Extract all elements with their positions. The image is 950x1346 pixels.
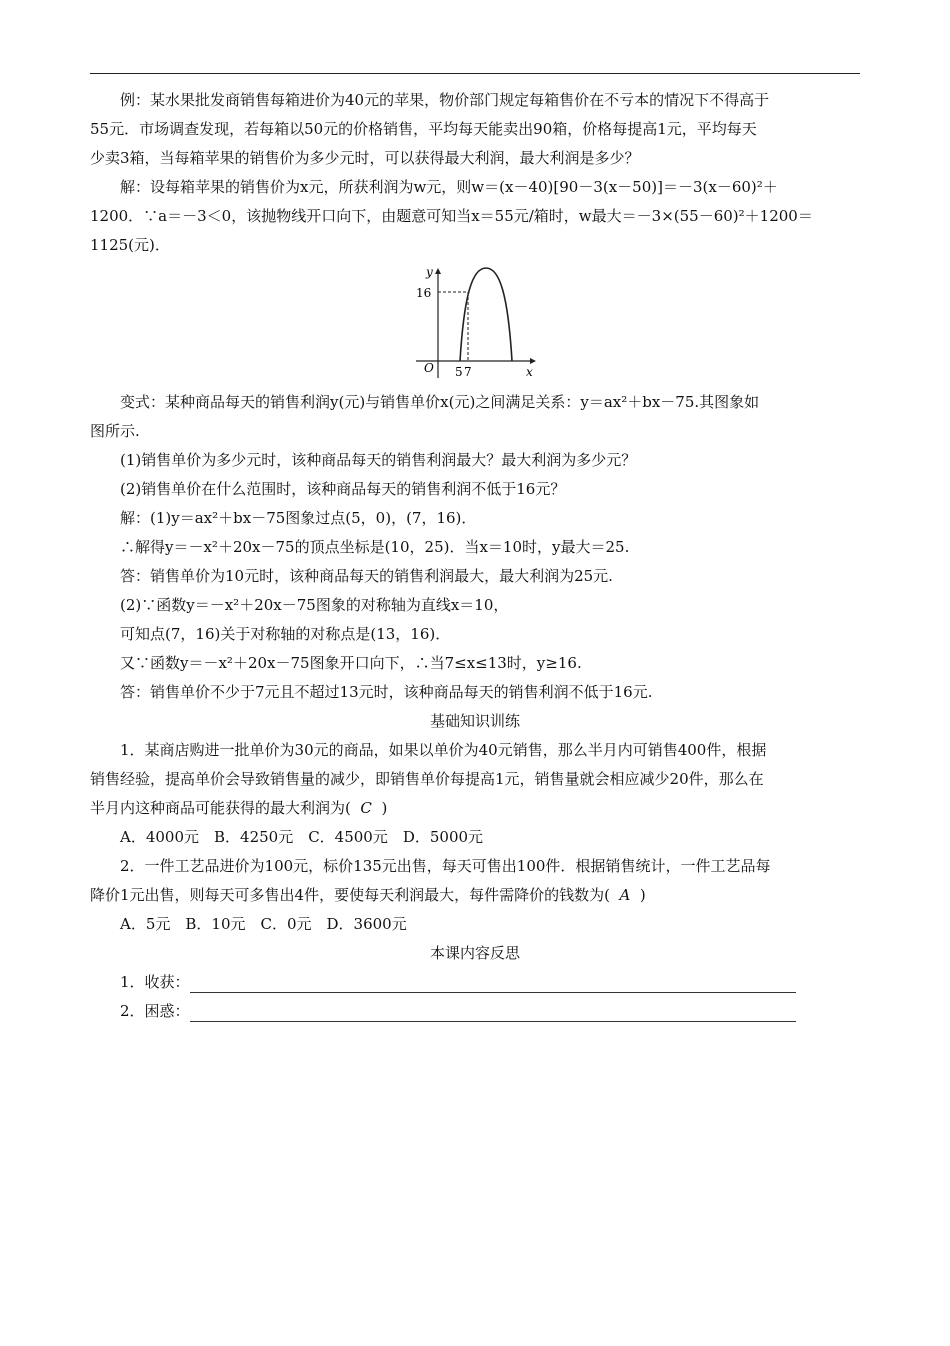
training-q1-line-3: [90, 794, 860, 823]
reflection-heading: 本课内容反思: [429, 944, 520, 962]
training-q2-close-paren: ): [639, 886, 646, 904]
training-q2-line-2: [90, 881, 860, 910]
reflection-gain-label: 1．收获：: [120, 973, 190, 991]
example-line-1: 例：某水果批发商销售每箱进价为40元的苹果，物价部门规定每箱售价在不亏本的情况下不得高于: [120, 91, 770, 109]
parabola-graph: [410, 266, 540, 384]
example-line-3: 少卖3箱，当每箱苹果的销售价为多少元时，可以获得最大利润，最大利润是多少？: [90, 149, 640, 167]
training-q2-answer: A: [619, 886, 631, 904]
training-q2-stem-end: 降价1元出售，则每天可多售出4件，要使每天利润最大，每件需降价的钱数为(: [90, 886, 610, 904]
training-q1-close-paren: ): [381, 799, 388, 817]
training-q2-line-1: 2．一件工艺品进价为100元，标价135元出售，每天可售出100件．根据销售统计，一件工艺品每: [120, 857, 771, 875]
variant-solution-3: 答：销售单价为10元时，该种商品每天的销售利润最大，最大利润为25元.: [120, 567, 613, 585]
variant-question-2: (2)销售单价在什么范围时，该种商品每天的销售利润不低于16元？: [120, 480, 566, 498]
training-q1-line-1: 1．某商店购进一批单价为30元的商品，如果以单价为40元销售，那么半月内可销售400件，根据: [120, 741, 767, 759]
reflection-confusion: [90, 997, 860, 1026]
x-tick-label-5: 5: [455, 365, 463, 379]
example-solution-2: 1200．∵a＝－3＜0，该抛物线开口向下，由题意可知当x＝55元/箱时，w最大＝－3×(55－60)²＋1200＝: [90, 207, 813, 225]
training-q2-options: A．5元 B．10元 C．0元 D．3600元: [120, 915, 407, 933]
reflection-confusion-label: 2．困惑：: [120, 1002, 190, 1020]
variant-question-1: (1)销售单价为多少元时，该种商品每天的销售利润最大？最大利润为多少元？: [120, 451, 637, 469]
document-body: [90, 86, 860, 1026]
training-q1-stem-end: 半月内这种商品可能获得的最大利润为(: [90, 799, 351, 817]
y-tick-label: 16: [416, 286, 432, 300]
variant-line-2: 图所示.: [90, 422, 140, 440]
x-tick-label-7: 7: [464, 365, 472, 379]
example-line-2: 55元．市场调查发现，若每箱以50元的价格销售，平均每天能卖出90箱，价格每提高1元，平均每天: [90, 120, 757, 138]
variant-line-1: 变式：某种商品每天的销售利润y(元)与销售单价x(元)之间满足关系：y＝ax²＋bx－75.其图象如: [120, 393, 760, 411]
x-axis-arrow: [530, 358, 536, 364]
variant-solution-2: ∴解得y＝－x²＋20x－75的顶点坐标是(10，25)．当x＝10时，y最大＝25.: [120, 538, 630, 556]
training-heading: 基础知识训练: [429, 712, 520, 730]
reflection-confusion-blank[interactable]: [190, 1003, 796, 1022]
header-rule: [90, 73, 860, 74]
origin-label: O: [424, 361, 434, 375]
reflection-gain-blank[interactable]: [190, 974, 796, 993]
reflection-gain: [90, 968, 860, 997]
example-solution-3: 1125(元)．: [90, 236, 170, 254]
y-axis-label: y: [426, 266, 433, 279]
y-axis-arrow: [435, 268, 441, 274]
training-q1-answer: C: [360, 799, 372, 817]
example-solution-1: 解：设每箱苹果的销售价为x元，所获利润为w元，则w＝(x－40)[90－3(x－50)]＝－3(x－60)²＋: [120, 178, 778, 196]
training-q1-line-2: 销售经验，提高单价会导致销售量的减少，即销售单价每提高1元，销售量就会相应减少20件，那么在: [90, 770, 764, 788]
x-axis-label: x: [526, 365, 533, 379]
variant-solution-7: 答：销售单价不少于7元且不超过13元时，该种商品每天的销售利润不低于16元.: [120, 683, 653, 701]
variant-solution-1: 解：(1)y＝ax²＋bx－75图象过点(5，0)，(7，16)．: [120, 509, 477, 527]
variant-solution-4: (2)∵函数y＝－x²＋20x－75图象的对称轴为直线x＝10，: [120, 596, 509, 614]
training-q1-options: A．4000元 B．4250元 C．4500元 D．5000元: [120, 828, 484, 846]
variant-solution-5: 可知点(7，16)关于对称轴的对称点是(13，16)．: [120, 625, 451, 643]
variant-solution-6: 又∵函数y＝－x²＋20x－75图象开口向下，∴当7≤x≤13时，y≥16.: [120, 654, 582, 672]
